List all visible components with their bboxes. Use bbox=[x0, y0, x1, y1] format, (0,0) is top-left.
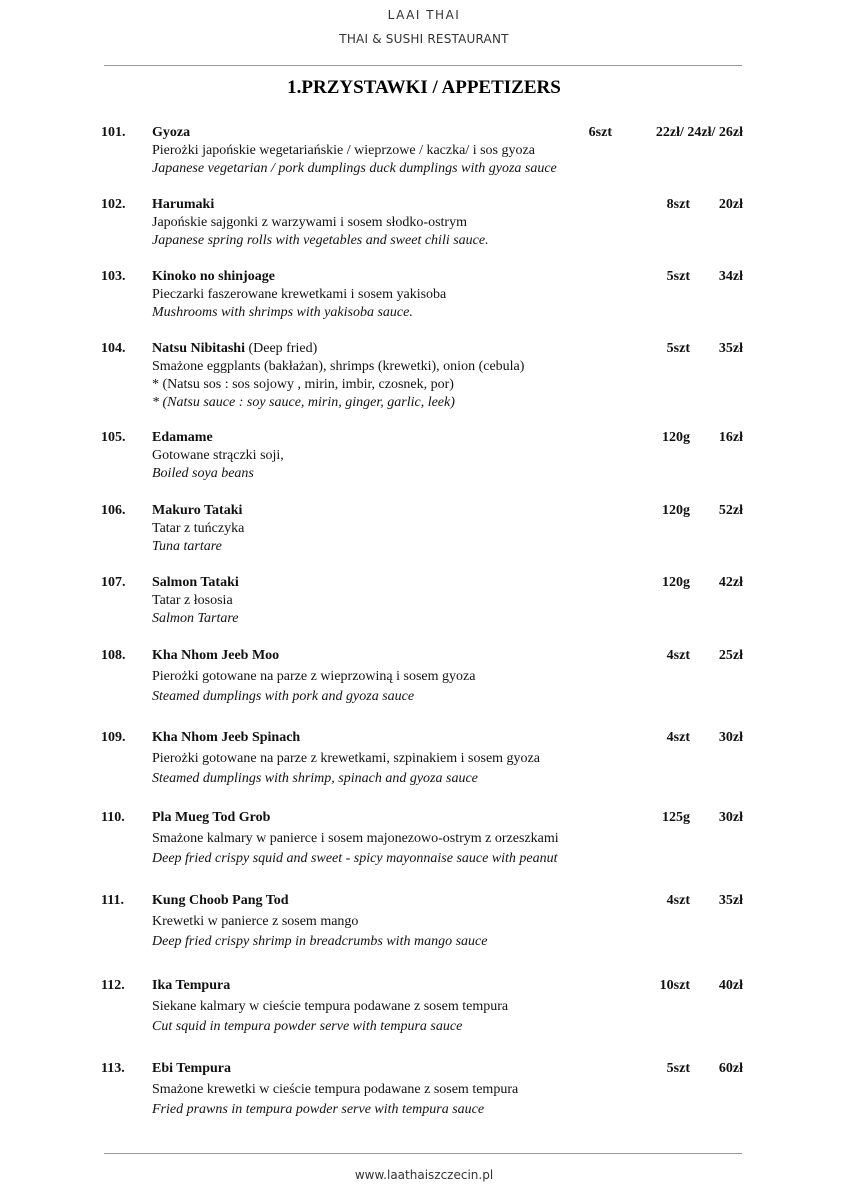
item-description-english: Deep fried crispy shrimp in breadcrumbs with mango sauce bbox=[152, 934, 488, 949]
item-number: 102. bbox=[101, 197, 126, 212]
item-number: 104. bbox=[101, 341, 126, 356]
item-description-polish: Tatar z łososia bbox=[152, 593, 233, 608]
item-price: 42zł bbox=[718, 575, 743, 590]
item-description-english: Steamed dumplings with shrimp, spinach and gyoza sauce bbox=[152, 771, 478, 786]
item-name: Gyoza bbox=[152, 125, 191, 140]
item-name: Kung Choob Pang Tod bbox=[152, 893, 289, 908]
item-quantity: 120g bbox=[662, 503, 690, 518]
item-price: 20zł bbox=[718, 197, 743, 212]
item-number: 107. bbox=[101, 575, 126, 590]
item-name: Kinoko no shinjoage bbox=[152, 269, 275, 284]
item-description-polish: Pieczarki faszerowane krewetkami i sosem yakisoba bbox=[152, 287, 447, 302]
item-price: 35zł bbox=[718, 341, 743, 356]
item-description-polish: Pierożki japońskie wegetariańskie / wieprzowe / kaczka/ i sos gyoza bbox=[152, 143, 535, 158]
item-description-english: Japanese spring rolls with vegetables and sweet chili sauce. bbox=[152, 233, 489, 248]
item-quantity: 5szt bbox=[666, 1061, 690, 1076]
item-number: 106. bbox=[101, 503, 126, 518]
bottom-divider bbox=[104, 1153, 742, 1154]
item-price: 40zł bbox=[718, 978, 743, 993]
item-name-note: (Deep fried) bbox=[244, 341, 318, 356]
item-description-polish: Siekane kalmary w cieście tempura podawane z sosem tempura bbox=[152, 999, 509, 1014]
item-description-polish: Tatar z tuńczyka bbox=[152, 521, 245, 536]
item-description-polish: Smażone kalmary w panierce i sosem majonezowo-ostrym z orzeszkami bbox=[152, 831, 559, 846]
section-title: 1.PRZYSTAWKI / APPETIZERS bbox=[287, 77, 561, 98]
item-number: 103. bbox=[101, 269, 126, 284]
restaurant-name: LAAI THAI bbox=[387, 8, 461, 22]
item-description-english: Japanese vegetarian / pork dumplings duck dumplings with gyoza sauce bbox=[152, 161, 557, 176]
item-description-polish: Japońskie sajgonki z warzywami i sosem słodko-ostrym bbox=[152, 215, 467, 230]
item-quantity: 4szt bbox=[666, 648, 690, 663]
item-description-english: Fried prawns in tempura powder serve with tempura sauce bbox=[152, 1102, 485, 1117]
item-description-polish: Pierożki gotowane na parze z wieprzowiną i sosem gyoza bbox=[152, 669, 476, 684]
item-quantity: 8szt bbox=[666, 197, 690, 212]
item-name: Kha Nhom Jeeb Moo bbox=[152, 648, 280, 663]
item-name: Salmon Tataki bbox=[152, 575, 239, 590]
item-name: Kha Nhom Jeeb Spinach bbox=[152, 730, 301, 745]
item-quantity: 125g bbox=[662, 810, 690, 825]
item-name: Ika Tempura bbox=[152, 978, 231, 993]
item-description-english: Boiled soya beans bbox=[152, 466, 254, 481]
item-number: 112. bbox=[101, 978, 125, 993]
item-quantity: 120g bbox=[662, 430, 690, 445]
item-name: Edamame bbox=[152, 430, 213, 445]
item-description-english: Deep fried crispy squid and sweet - spicy mayonnaise sauce with peanut bbox=[152, 851, 558, 866]
item-description-polish: Pierożki gotowane na parze z krewetkami, szpinakiem i sosem gyoza bbox=[152, 751, 540, 766]
item-number: 111. bbox=[101, 893, 124, 908]
item-description-english: Steamed dumplings with pork and gyoza sauce bbox=[152, 689, 415, 704]
item-number: 110. bbox=[101, 810, 125, 825]
item-description-polish: Smażone krewetki w cieście tempura podawane z sosem tempura bbox=[152, 1082, 519, 1097]
restaurant-subtitle: THAI & SUSHI RESTAURANT bbox=[339, 32, 509, 46]
item-description-polish: Smażone eggplants (bakłażan), shrimps (krewetki), onion (cebula) bbox=[152, 359, 525, 374]
item-price: 35zł bbox=[718, 893, 743, 908]
item-number: 108. bbox=[101, 648, 126, 663]
item-description-polish: Krewetki w panierce z sosem mango bbox=[152, 914, 359, 929]
item-description-english: * (Natsu sauce : soy sauce, mirin, ginger, garlic, leek) bbox=[152, 395, 455, 410]
item-price: 60zł bbox=[718, 1061, 743, 1076]
item-name: Makuro Tataki bbox=[152, 503, 243, 518]
item-quantity: 5szt bbox=[666, 341, 690, 356]
item-description-english: Mushrooms with shrimps with yakisoba sauce. bbox=[152, 305, 413, 320]
item-price: 30zł bbox=[718, 730, 743, 745]
item-number: 109. bbox=[101, 730, 126, 745]
item-price: 52zł bbox=[718, 503, 743, 518]
item-description-english: Salmon Tartare bbox=[152, 611, 239, 626]
item-price: 30zł bbox=[718, 810, 743, 825]
item-price: 22zł/ 24zł/ 26zł bbox=[655, 125, 743, 140]
item-price: 25zł bbox=[718, 648, 743, 663]
item-description-polish: * (Natsu sos : sos sojowy , mirin, imbir, czosnek, por) bbox=[152, 377, 454, 392]
item-name: Natsu Nibitashi bbox=[152, 341, 245, 356]
item-quantity: 120g bbox=[662, 575, 690, 590]
item-name: Pla Mueg Tod Grob bbox=[152, 810, 271, 825]
item-number: 113. bbox=[101, 1061, 125, 1076]
item-quantity: 4szt bbox=[666, 730, 690, 745]
item-name: Harumaki bbox=[152, 197, 215, 212]
item-price: 16zł bbox=[718, 430, 743, 445]
item-number: 105. bbox=[101, 430, 126, 445]
item-quantity: 5szt bbox=[666, 269, 690, 284]
item-description-polish: Gotowane strączki soji, bbox=[152, 448, 284, 463]
item-description-english: Tuna tartare bbox=[152, 539, 222, 554]
item-description-english: Cut squid in tempura powder serve with tempura sauce bbox=[152, 1019, 463, 1034]
item-quantity: 4szt bbox=[666, 893, 690, 908]
item-quantity: 10szt bbox=[659, 978, 690, 993]
item-quantity: 6szt bbox=[588, 125, 612, 140]
item-name: Ebi Tempura bbox=[152, 1061, 231, 1076]
item-number: 101. bbox=[101, 125, 126, 140]
item-price: 34zł bbox=[718, 269, 743, 284]
website-link[interactable]: www.laathaiszczecin.pl bbox=[354, 1168, 494, 1182]
